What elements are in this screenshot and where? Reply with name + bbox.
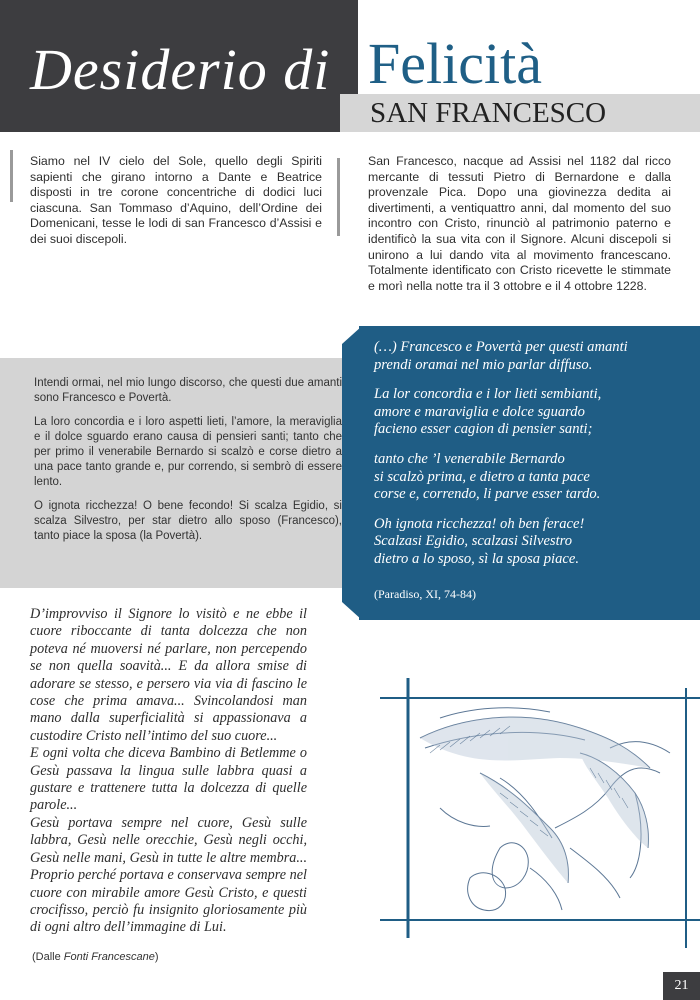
poem-reference: (Paradiso, XI, 74-84) <box>374 587 476 601</box>
quote-source <box>32 951 159 963</box>
title-right: Felicità <box>368 31 542 96</box>
poem <box>374 339 692 581</box>
left-accent-bar <box>10 150 13 202</box>
poem-stanza: Oh ignota ricchezza! oh ben ferace! Scalzasi Egidio, scalzasi Silvestro dietro a lo sposo, sì la sposa piace. <box>374 515 585 567</box>
poem-stanza: tanto che ’l venerabile Bernardo si scalzò prima, e dietro a tanta pace corse e, correndo, li parve esser tardo. <box>374 450 601 503</box>
subtitle: SAN FRANCESCO <box>370 97 607 129</box>
feet-sketch-illustration <box>380 678 700 948</box>
source-suffix: ) <box>154 951 159 963</box>
center-accent-bar <box>337 158 340 236</box>
quote-paragraph: D’improvviso il Signore lo visitò e ne ebbe il cuore riboccante di tanta dolcezza che non poteva né muoversi né parlare, non percependo se non quella soavità... E da allora smise di adorare se stesso, e persero via via di fascino le cose che prima amava... Svincolandosi man mano dalla superficialità si appassionava a custodire Cristo nell’intimo del suo cuore... <box>30 606 307 744</box>
intro-left-paragraph: Siamo nel IV cielo del Sole, quello degli Spiriti sapienti che girano intorno a Dante e Beatrice disposti in tre corone concentriche di dodici luci ciascuna. San Tommaso d’Aquino, dell’Ordine dei Domenicani, tesse le lodi di san Francesco d’Assisi e dei suoi discepoli. <box>30 154 322 246</box>
quote-paragraph: Gesù portava sempre nel cuore, Gesù sulle labbra, Gesù nelle orecchie, Gesù negli occhi, Gesù nelle mani, Gesù in tutte le altre membra... Proprio perché portava e conservava sempre nel cuore con mirabile amore Gesù Cristo, e questi crocifisso, perciò fu insignito gloriosamente più di ogni altro dell’immagine di Lui. <box>30 814 307 936</box>
page-number: 21 <box>663 972 700 1000</box>
quote-paragraph: E ogni volta che diceva Bambino di Betlemme o Gesù passava la lingua sulle labbra quasi a gustare e trattenere tutta la dolcezza di quelle parole... <box>30 745 307 814</box>
source-prefix: (Dalle <box>32 951 64 963</box>
paraphrase-text <box>34 376 342 553</box>
poem-stanza: (…) Francesco e Povertà per questi amanti prendi oramai nel mio parlar diffuso. <box>374 339 628 373</box>
paraphrase-paragraph: O ignota ricchezza! O bene fecondo! Si scalza Egidio, si scalza Silvestro, per star dietro allo sposo (Francesco), tanto piace la sposa (la Povertà). <box>34 500 342 542</box>
source-title: Fonti Francescane <box>63 951 155 963</box>
poem-stanza: La lor concordia e i lor lieti sembianti, amore e maraviglia e dolce sguardo facieno esser cagion di pensier santi; <box>374 386 602 438</box>
intro-right-paragraph: San Francesco, nacque ad Assisi nel 1182 dal ricco mercante di tessuti Pietro di Bernardone e dalla provenzale Pica. Dopo una giovinezza dedita ai divertimenti, a ventiquattro anni, dal momento del suo incontro con Cristo, rinunciò al patrimonio paterno e identificò la sua vita con il Signore. Alcuni discepoli si unirono a lui dando vita al movimento francescano. Totalmente identificato con Cristo ricevette le stimmate e morì nella notte tra il 3 ottobre e il 4 ottobre 1228. <box>368 154 671 293</box>
paraphrase-paragraph: La loro concordia e i loro aspetti lieti, l’amore, la meraviglia e il dolce sguardo erano causa di pensieri santi; tanto che per primo il venerabile Bernardo si scalzò e corse dietro a una pace tanto grande e, pur correndo, si sembrò di essere lento. <box>34 416 342 488</box>
paraphrase-paragraph: Intendi ormai, nel mio lungo discorso, che questi due amanti sono Francesco e Povertà. <box>34 377 342 404</box>
title-left: Desiderio di <box>30 37 331 102</box>
fonti-quote <box>30 606 307 937</box>
